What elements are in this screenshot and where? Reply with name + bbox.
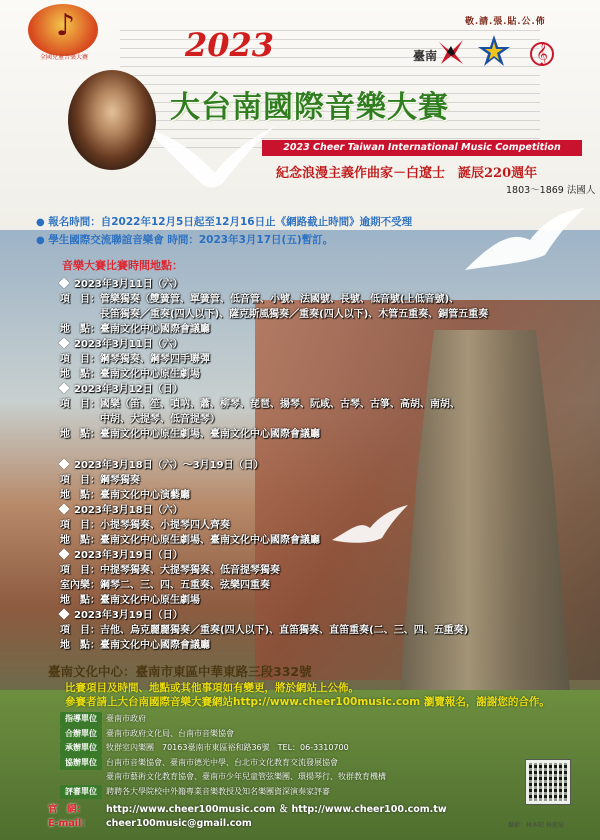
composer-portrait: [68, 70, 156, 170]
venue-address: 臺南文化中心：臺南市東區中華東路三段332號: [48, 664, 312, 679]
row-label: 地 點：: [60, 595, 100, 606]
row-label: 項 目：: [60, 294, 100, 305]
culture-bureau-logo-icon: [437, 38, 465, 66]
schedule-block: [60, 277, 580, 337]
row-text: 管樂獨奏（雙簧管、單簧管、低音管、小號、法國號、長號、低音號(上低音號)、: [100, 294, 460, 305]
schedule-block: [60, 608, 580, 653]
row-text: 小提琴獨奏、小提琴四人齊奏: [100, 520, 230, 531]
registration-text: 報名時間：自2022年12月5日起至12月16日止《網路截止時間》逾期不受理: [48, 216, 413, 228]
credit-key: 評審單位: [60, 785, 102, 800]
website-link[interactable]: http://www.cheer100music.com ＆ http://www.cheer100.com.tw: [106, 804, 447, 815]
diamond-bullet-icon: [58, 337, 69, 348]
row-label: 項 目：: [60, 565, 100, 576]
memorial-subtitle: 紀念浪漫主義作曲家－白遼士 誕辰220週年: [276, 166, 538, 181]
qr-code-icon[interactable]: [526, 760, 570, 804]
contact-info: [48, 803, 528, 831]
row-label: 項 目：: [60, 520, 100, 531]
star-logo-icon: [477, 34, 511, 68]
schedule-block: [60, 548, 580, 608]
concert-date: [36, 232, 596, 247]
credit-value: 臺南市政府: [106, 714, 146, 723]
diamond-bullet-icon: [58, 458, 69, 469]
credit-key: 合辦單位: [60, 727, 102, 742]
credit-value: 聘聘各大學院校中外籍專業音樂教授及知名樂團資深演奏家評審: [106, 786, 330, 796]
row-text: 臺南文化中心原生劇場、臺南文化中心國際會議廳: [100, 429, 320, 440]
diamond-bullet-icon: [58, 548, 69, 559]
row-label: 地 點：: [60, 429, 100, 440]
credit-value: 台南市音樂協會、臺南市德光中學、台北市文化教育交流發展協會: [106, 757, 338, 767]
composer-years: 1803～1869 法國人: [506, 185, 596, 196]
credit-key: 承辦單位: [60, 741, 102, 756]
row-text: 鋼琴獨奏: [100, 475, 140, 486]
schedule-block: [60, 458, 580, 503]
bullet-icon: ●: [36, 217, 49, 228]
organizer-credits: [60, 712, 540, 799]
schedule-date: 2023年3月18日（六）: [74, 505, 183, 516]
row-text: 中提琴獨奏、大提琴獨奏、低音提琴獨奏: [100, 565, 280, 576]
schedule-block: [60, 337, 580, 382]
schedule-block: [60, 503, 580, 548]
row-label: 地 點：: [60, 369, 100, 380]
competition-title: 大台南國際音樂大賽: [170, 90, 449, 125]
photo-credit: 攝影：林本昭 林迎宸: [508, 822, 564, 829]
row-text: 臺南文化中心原生劇場、臺南文化中心國際會議廳: [100, 535, 320, 546]
logo-caption: 全國兒童音樂大賽: [39, 54, 88, 61]
schedule-date: 2023年3月11日（六）: [74, 279, 183, 290]
row-label: 項 目：: [60, 399, 100, 410]
row-text: 臺南文化中心演藝廳: [100, 490, 190, 501]
row-text: 鋼琴獨奏、鋼琴四手聯彈: [100, 354, 210, 365]
email-link[interactable]: cheer100music@gmail.com: [106, 818, 252, 829]
music-association-logo-icon: [525, 34, 559, 68]
schedule-date: 2023年3月12日（日）: [74, 384, 183, 395]
row-label: 地 點：: [60, 535, 100, 546]
email-label: E-mail：: [48, 818, 91, 829]
row-text: 吉他、烏克麗麗獨奏／重奏(四人以下)、直笛獨奏、直笛重奏(二、三、四、五重奏): [100, 625, 469, 636]
schedule-block: [60, 382, 580, 442]
credit-value: 臺南市政府文化局、台南市音樂協會: [106, 728, 234, 738]
row-text: 臺南文化中心原生劇場: [100, 595, 200, 606]
row-label: 項 目：: [60, 475, 100, 486]
diamond-bullet-icon: [58, 382, 69, 393]
row-text: 長笛獨奏／重奏(四人以下)、薩克斯風獨奏／重奏(四人以下)、木管五重奏、銅管五重奏: [100, 309, 489, 320]
english-title: 2023 Cheer Taiwan International Music Competition: [283, 142, 561, 153]
diamond-bullet-icon: [58, 608, 69, 619]
treble-clef-icon: ♪: [56, 8, 76, 43]
diamond-bullet-icon: [58, 277, 69, 288]
credit-value: 臺南市藝術文化教育協會、臺南市少年兒童管弦樂團、環揚琴行、牧群教育機構: [106, 772, 386, 781]
competition-logo: [28, 4, 98, 56]
row-label: 項 目：: [60, 625, 100, 636]
concert-text: 學生國際交流聯誼音樂會 時間：2023年3月17日(五)暫訂。: [48, 234, 334, 246]
egret-icon: [140, 118, 280, 198]
tainan-logo: 臺南: [412, 49, 437, 63]
row-text: 臺南文化中心原生劇場: [100, 369, 200, 380]
bullet-icon: ●: [36, 235, 49, 246]
svg-text:𝄞: 𝄞: [536, 41, 548, 65]
row-text: 國樂（笛、笙、嗩吶、蕭、柳琴、琵琶、揚琴、阮咸、古琴、古箏、高胡、南胡、: [100, 399, 460, 410]
row-label: 地 點：: [60, 324, 100, 335]
diamond-bullet-icon: [58, 503, 69, 514]
credit-key: 協辦單位: [60, 756, 102, 771]
row-text: 中胡、大提琴、低音提琴）: [100, 414, 220, 425]
schedule-date: 2023年3月19日（日）: [74, 550, 183, 561]
row-label: 地 點：: [60, 640, 100, 651]
schedule-heading: 音樂大賽比賽時間地點：: [62, 259, 183, 272]
change-notice: 比賽項目及時間、地點或其他事項如有變更，將於網站上公佈。: [65, 682, 359, 694]
row-label: 地 點：: [60, 490, 100, 501]
row-text: 臺南文化中心國際會議廳: [100, 640, 210, 651]
registration-notice: 參賽者請上大台南國際音樂大賽網站http://www.cheer100music.com 瀏覽報名，謝謝您的合作。: [65, 696, 550, 708]
row-text: 臺南文化中心國際會議廳: [100, 324, 210, 335]
row-label: 室內樂：: [60, 580, 100, 591]
year-heading: 2023: [185, 26, 275, 64]
website-label: 官 網：: [48, 804, 87, 815]
schedule-date: 2023年3月18日（六）～3月19日（日）: [74, 460, 264, 471]
credit-key: 指導單位: [60, 712, 102, 727]
credit-value: 牧群室內樂團 70163臺南市東區裕和路36號 TEL：06-3310700: [106, 743, 349, 752]
registration-period: [36, 214, 596, 229]
schedule-date: 2023年3月11日（六）: [74, 339, 183, 350]
row-label: 項 目：: [60, 354, 100, 365]
sponsor-tag: 敬.請.張.貼.公.佈: [465, 17, 546, 27]
row-text: 鋼琴二、三、四、五重奏、弦樂四重奏: [100, 580, 270, 591]
schedule-date: 2023年3月19日（日）: [74, 610, 183, 621]
